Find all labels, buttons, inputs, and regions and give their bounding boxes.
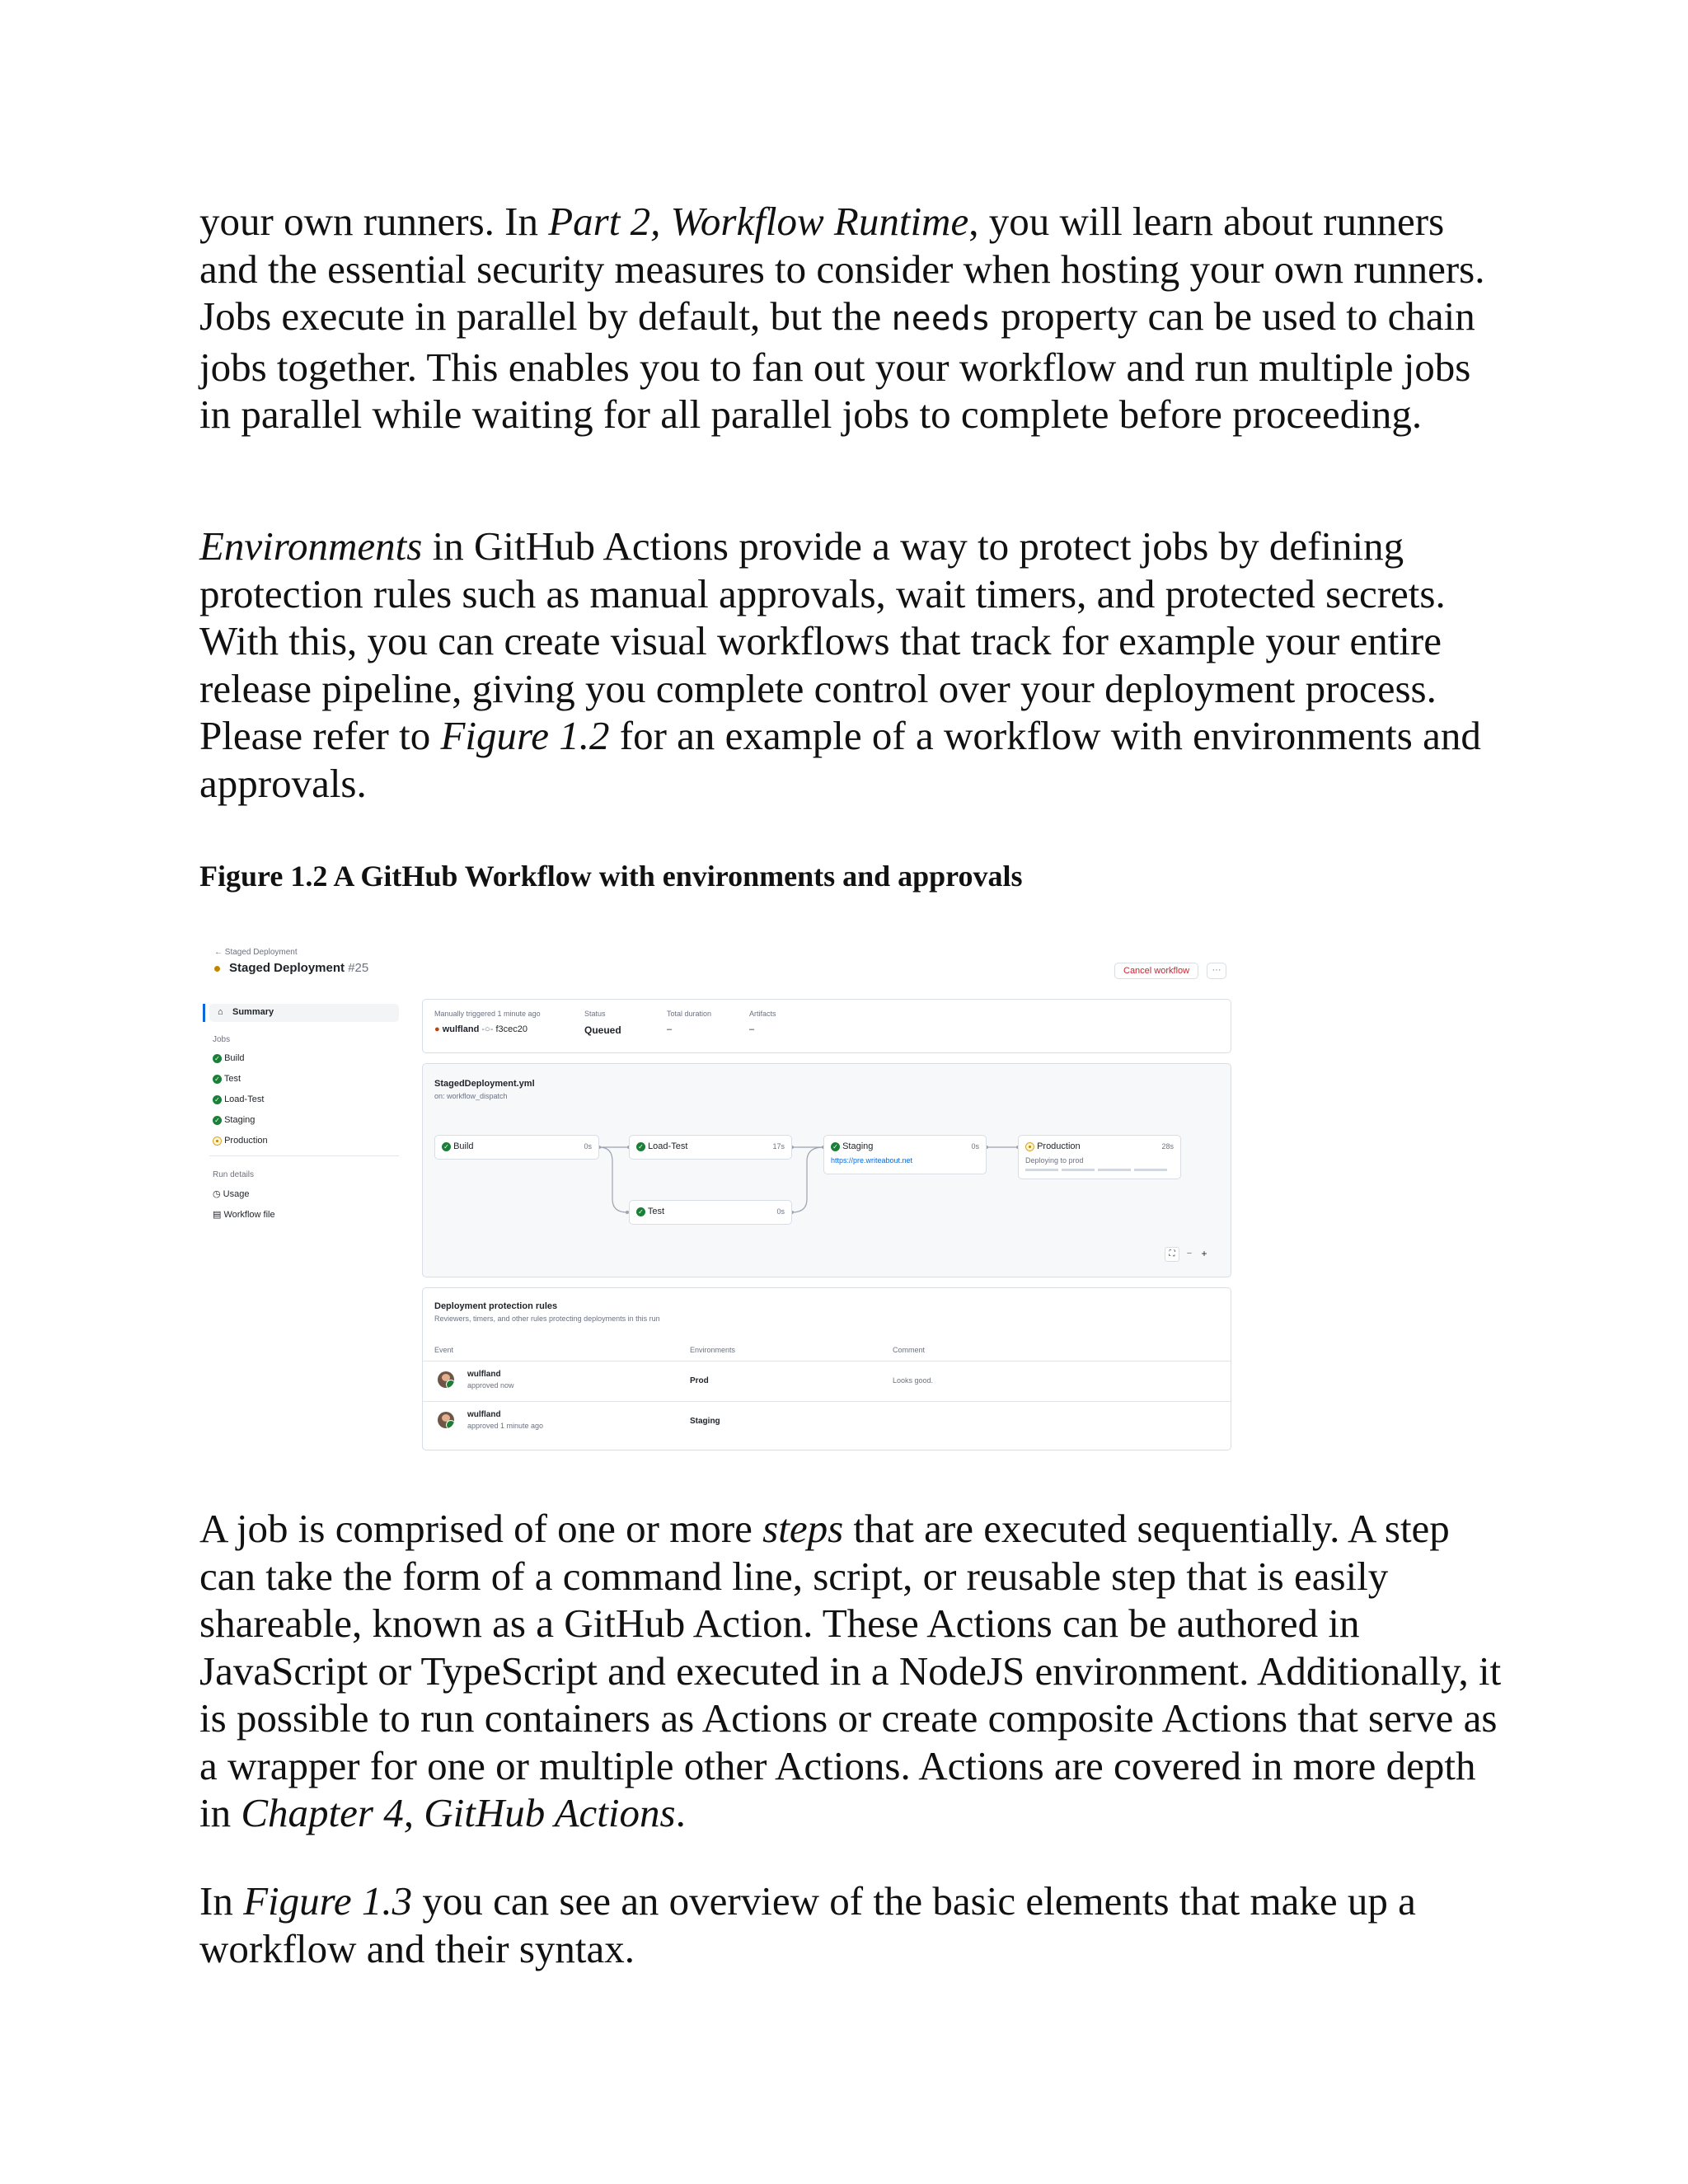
emphasis: Figure 1.3: [243, 1878, 413, 1924]
more-options-button[interactable]: ···: [1207, 963, 1226, 979]
column-header-event: Event: [434, 1346, 454, 1354]
avatar: [438, 1371, 454, 1388]
text: your own runners. In: [199, 199, 549, 244]
job-name: Staging: [842, 1141, 874, 1151]
run-details-heading: Run details: [213, 1170, 255, 1179]
text: .: [675, 1790, 686, 1835]
paragraph-runners: [199, 198, 1502, 438]
job-node-load-test[interactable]: [629, 1135, 792, 1160]
environment-name: Staging: [690, 1417, 720, 1426]
text: A job is comprised of one or more: [199, 1506, 763, 1551]
emphasis: Part 2, Workflow Runtime: [548, 199, 969, 244]
user-avatar-icon: ●: [434, 1024, 440, 1034]
zoom-in-button[interactable]: +: [1201, 1248, 1207, 1259]
text: in GitHub Actions provide a way to protect jobs by defining protection rules such as manual approvals, wait timers, and protected secrets. With this, you can create visual workflows that track for example your entire release pipeline, giving you complete control over your deployment process. Please refer to: [199, 523, 1446, 758]
environment-url[interactable]: https://pre.writeabout.net: [831, 1156, 913, 1165]
job-label: Build: [224, 1053, 245, 1063]
paragraph-steps: [199, 1505, 1502, 1837]
clock-icon: ◷: [213, 1189, 221, 1199]
success-check-icon: ✓: [213, 1116, 222, 1125]
commit-icon: -○-: [481, 1024, 494, 1034]
usage-label: Usage: [223, 1189, 250, 1199]
success-check-icon: ✓: [636, 1207, 645, 1216]
rules-title: Deployment protection rules: [434, 1301, 558, 1311]
edge-test-staging: [792, 1147, 823, 1212]
job-label: Test: [223, 1074, 241, 1084]
workflow-file-name: StagedDeployment.yml: [434, 1079, 535, 1089]
text: property can be used to chain jobs together. This enables you to fan out your workflow and run multiple jobs in parallel while waiting for all parallel jobs to complete before proceeding.: [199, 293, 1475, 437]
zoom-out-button[interactable]: −: [1186, 1249, 1193, 1258]
job-label: Load-Test: [224, 1094, 265, 1104]
environment-name: Prod: [690, 1376, 709, 1385]
sidebar-job-test[interactable]: [213, 1074, 241, 1084]
artifacts-label: Artifacts: [749, 1010, 776, 1018]
job-node-staging[interactable]: [823, 1135, 987, 1174]
summary-card: [422, 999, 1231, 1053]
fit-view-button[interactable]: ⛶: [1165, 1247, 1179, 1262]
status-dot-icon: [214, 966, 220, 972]
paragraph-figure-reference: [199, 1877, 1502, 1972]
job-duration: 28s: [1161, 1142, 1174, 1151]
run-title: [214, 961, 368, 975]
table-row: [423, 1361, 1231, 1401]
emphasis: steps: [762, 1506, 844, 1551]
home-icon: ⌂: [218, 1007, 223, 1017]
job-duration: 0s: [971, 1142, 979, 1151]
job-label: Production: [224, 1136, 268, 1146]
file-icon: ▤: [213, 1210, 222, 1220]
approval-time: approved now: [467, 1381, 514, 1390]
emphasis: Figure 1.2: [440, 713, 610, 758]
emphasis: Chapter 4, GitHub Actions: [241, 1790, 676, 1835]
text: In: [199, 1878, 244, 1924]
run-number: #25: [348, 961, 369, 975]
sidebar-item-summary[interactable]: [209, 1004, 399, 1022]
sidebar-workflow-file[interactable]: [213, 1209, 275, 1220]
avatar: [438, 1412, 454, 1428]
table-row: [423, 1402, 1231, 1443]
summary-label: Summary: [232, 1007, 274, 1017]
cancel-workflow-button[interactable]: Cancel workflow: [1114, 963, 1198, 979]
run-title-text: Staged Deployment: [229, 961, 345, 975]
trigger-info: [434, 1024, 528, 1034]
trigger-user[interactable]: wulfland: [442, 1024, 480, 1034]
active-indicator: [203, 1004, 205, 1022]
approved-badge-icon: [446, 1380, 454, 1388]
pending-icon: [1025, 1142, 1034, 1151]
duration-value: –: [667, 1024, 673, 1034]
rules-subtitle: Reviewers, timers, and other rules protecting deployments in this run: [434, 1315, 660, 1323]
paragraph-environments: [199, 523, 1502, 807]
success-check-icon: ✓: [442, 1142, 451, 1151]
sidebar-job-staging[interactable]: [213, 1115, 255, 1125]
divider: [209, 1155, 399, 1156]
emphasis: Environments: [199, 523, 423, 569]
edge-build-test: [599, 1147, 627, 1212]
text: that are executed sequentially. A step can take the form of a command line, script, or reusable step that is easily shareable, known as a GitHub Action. These Actions can be authored in JavaScript or TypeScript and executed in a NodeJS environment. Additionally, it is possible to run containers as Actions or create composite Actions that serve as a wrapper for one or multiple other Actions. Actions are covered in more depth in: [199, 1506, 1502, 1835]
protection-rules-card: [422, 1287, 1231, 1451]
figure-caption: Figure 1.2 A GitHub Workflow with environments and approvals: [199, 860, 1023, 893]
artifacts-value: –: [749, 1024, 755, 1034]
job-label: Staging: [224, 1115, 256, 1125]
column-header-comment: Comment: [893, 1346, 926, 1354]
reviewer-name[interactable]: wulfland: [467, 1370, 501, 1379]
text: , you will learn about runners and the essential security measures to consider when hosting your own runners. Jobs execute in parallel by default, but the: [199, 199, 1485, 339]
workflow-screenshot: [199, 948, 1246, 1475]
job-name: Production: [1037, 1141, 1081, 1151]
approval-comment: Looks good.: [893, 1376, 934, 1385]
job-name: Test: [647, 1207, 665, 1216]
sidebar-job-build[interactable]: [213, 1053, 245, 1063]
jobs-heading: Jobs: [213, 1035, 231, 1044]
job-node-test[interactable]: [629, 1200, 792, 1225]
success-check-icon: ✓: [213, 1095, 222, 1104]
success-check-icon: ✓: [636, 1142, 645, 1151]
job-name: Build: [453, 1141, 474, 1151]
text: for an example of a workflow with environments and approvals.: [199, 713, 1481, 806]
duration-label: Total duration: [667, 1010, 712, 1018]
job-duration: 17s: [772, 1142, 785, 1151]
approval-time: approved 1 minute ago: [467, 1422, 544, 1430]
job-node-build[interactable]: [434, 1135, 599, 1160]
job-duration: 0s: [776, 1207, 785, 1216]
success-check-icon: ✓: [831, 1142, 840, 1151]
approved-badge-icon: [446, 1420, 454, 1428]
sidebar-usage[interactable]: [213, 1188, 249, 1199]
pending-icon: [213, 1137, 222, 1146]
text: you can see an overview of the basic elements that make up a workflow and their syntax.: [199, 1878, 1416, 1971]
column-header-environments: Environments: [690, 1346, 736, 1354]
commit-sha[interactable]: f3cec20: [495, 1024, 528, 1034]
progress-placeholder: [1025, 1169, 1170, 1171]
success-check-icon: ✓: [213, 1075, 222, 1084]
job-name: Load-Test: [648, 1141, 688, 1151]
job-node-production[interactable]: [1018, 1135, 1181, 1179]
sidebar-job-load-test[interactable]: [213, 1094, 264, 1104]
workflow-graph-card: [422, 1063, 1231, 1277]
success-check-icon: ✓: [213, 1054, 222, 1063]
trigger-label: Manually triggered 1 minute ago: [434, 1010, 541, 1018]
sidebar-job-production[interactable]: [213, 1136, 268, 1146]
reviewer-name[interactable]: wulfland: [467, 1410, 501, 1419]
status-value: Queued: [584, 1024, 621, 1036]
deploying-note: Deploying to prod: [1025, 1156, 1084, 1165]
workflow-trigger: on: workflow_dispatch: [434, 1092, 508, 1100]
job-duration: 0s: [584, 1142, 592, 1151]
status-label: Status: [584, 1010, 606, 1018]
inline-code: needs: [891, 300, 991, 338]
workflow-file-label: Workflow file: [223, 1210, 275, 1220]
back-link[interactable]: ← Staged Deployment: [214, 948, 298, 957]
